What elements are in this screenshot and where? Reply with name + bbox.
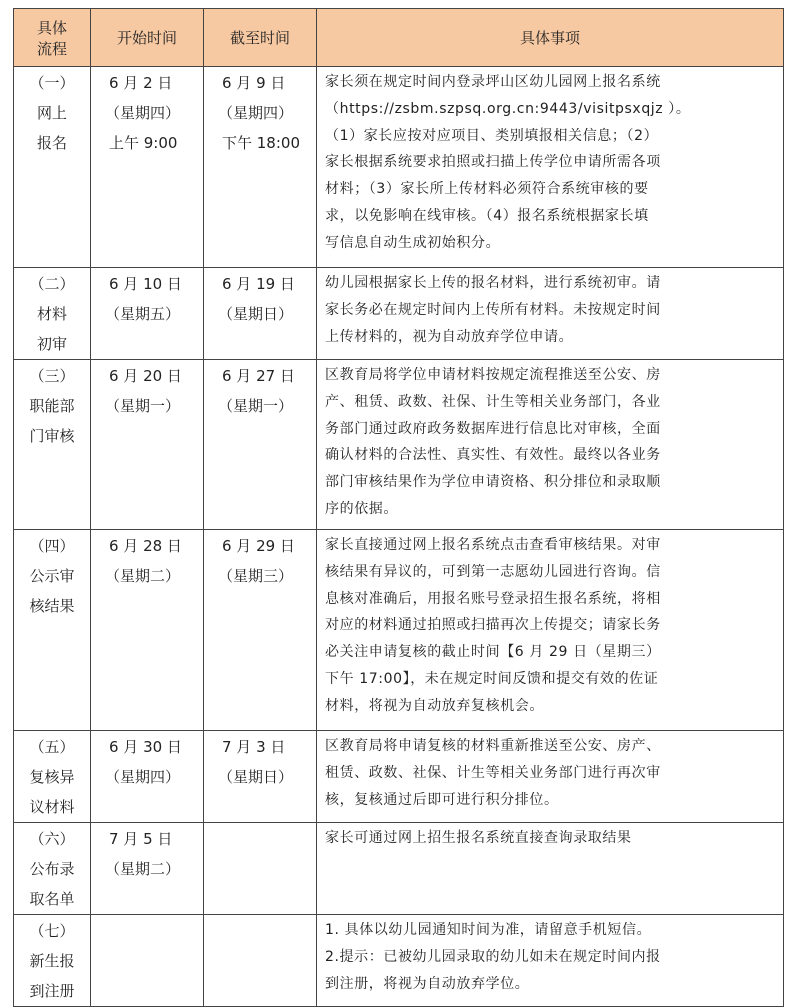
start-time-cell-line: 6 月 20 日 [109,367,182,385]
details-cell-line: 区教育局将申请复核的材料重新推送至公安、房产、 [325,738,661,754]
start-time-cell [91,268,204,360]
end-time-cell-line: 7 月 3 日 [222,738,286,756]
end-time-cell [204,823,317,915]
details-cell-line: 区教育局将学位申请材料按规定流程推送至公安、房 [325,367,661,383]
details-cell-line: 家长务必在规定时间内上传所有材料。未按规定时间 [325,301,661,318]
start-time-cell [91,530,204,731]
table-row [14,530,784,731]
table-row [14,915,784,1007]
start-time-cell-line: 上午 9:00 [109,134,178,152]
table-row [14,268,784,360]
end-time-cell [204,530,317,731]
start-time-cell-line: （星期一） [105,397,181,415]
details-cell-line: 家长根据系统要求拍照或扫描上传学位申请所需各项 [325,154,661,171]
end-time-cell-line: （星期一） [218,397,294,415]
details-cell-line: （https://zsbm.szpsq.org.cn:9443/visitpsxqjz ）。 [325,100,691,117]
stage-cell [14,530,91,731]
details-cell [317,915,784,1007]
start-time-cell-line: （星期二） [105,567,181,585]
details-cell-line: 家长可通过网上招生报名系统直接查询录取结果 [325,830,632,846]
start-time-cell [91,823,204,915]
details-cell [317,530,784,731]
end-time-cell [204,67,317,268]
end-time-cell-line: 6 月 29 日 [222,537,295,555]
end-time-cell-line: 6 月 19 日 [222,275,295,293]
stage-cell [14,915,91,1007]
details-cell-line: 1. 具体以幼儿园通知时间为准，请留意手机短信。 [325,922,652,938]
stage-cell-line: 到注册 [29,982,75,1000]
details-cell-line: 产、租赁、政数、社保、计生等相关业务部门，各业 [325,393,661,410]
stage-cell-line: 网上 [36,104,67,122]
details-cell-line: 必关注申请复核的截止时间【6 月 29 日（星期三） [325,644,661,661]
end-time-cell-line: （星期四） [218,104,294,122]
details-cell [317,268,784,360]
end-time-cell [204,268,317,360]
start-time-cell [91,731,204,823]
start-time-cell-line: 6 月 2 日 [109,74,173,92]
details-cell-line: 家长须在规定时间内登录坪山区幼儿园网上报名系统 [325,74,661,90]
start-time-cell-line: 6 月 28 日 [109,537,182,555]
details-cell-line: 2.提示：已被幼儿园录取的幼儿如未在规定时间内报 [325,948,661,965]
details-cell [317,731,784,823]
details-cell-line: 务部门通过政府政务数据库进行信息比对审核，全面 [325,420,661,437]
details-cell-line: 核，复核通过后即可进行积分排位。 [325,791,559,808]
stage-cell-line: （六） [29,830,75,848]
stage-cell-line: （二） [29,275,75,293]
header-stage: 具体 流程 [14,9,91,67]
stage-cell-line: 议材料 [29,798,75,816]
table-row [14,360,784,530]
start-time-cell-line: （星期二） [105,860,181,878]
stage-cell-line: （四） [29,537,75,555]
start-time-cell [91,915,204,1007]
details-cell-line: 幼儿园根据家长上传的报名材料，进行系统初审。请 [325,275,661,291]
stage-cell-line: （一） [29,74,75,92]
details-cell-line: 租赁、政数、社保、计生等相关业务部门进行再次审 [325,764,661,781]
stage-cell [14,360,91,530]
details-cell-line: 写信息自动生成初始积分。 [325,234,501,251]
stage-cell-line: 公示审 [29,567,75,585]
stage-cell-line: 职能部 [29,397,75,415]
details-cell-line: 对应的材料通过拍照或扫描再次上传提交；请家长务 [325,617,661,634]
details-cell-line: 上传材料的，视为自动放弃学位申请。 [325,328,574,345]
stage-cell-line: 门审核 [29,427,75,445]
details-cell-line: 材料，将视为自动放弃复核机会。 [325,697,544,714]
details-cell-line: 下午 17:00】，未在规定时间反馈和提交有效的佐证 [325,670,659,687]
stage-cell [14,268,91,360]
header-details: 具体事项 [317,9,784,67]
table-header-row [14,9,784,67]
enrollment-schedule-table [13,8,784,1007]
end-time-cell-line: （星期日） [218,768,294,786]
details-cell [317,823,784,915]
start-time-cell [91,67,204,268]
start-time-cell-line: 6 月 10 日 [109,275,182,293]
stage-cell-line: 报名 [36,134,67,152]
end-time-cell-line: 6 月 9 日 [222,74,286,92]
start-time-cell-line: 7 月 5 日 [109,830,173,848]
stage-cell-line: 复核异 [29,768,75,786]
end-time-cell [204,731,317,823]
stage-cell-line: （三） [29,367,75,385]
end-time-cell [204,915,317,1007]
details-cell-line: 息核对准确后，用报名账号登录招生报名系统，将相 [325,590,661,607]
end-time-cell-line: 6 月 27 日 [222,367,295,385]
details-cell-line: 家长直接通过网上报名系统点击查看审核结果。对审 [325,537,661,553]
stage-cell-line: 公布录 [29,860,75,878]
details-cell-line: 核结果有异议的，可到第一志愿幼儿园进行咨询。信 [325,563,661,580]
stage-cell [14,823,91,915]
header-start-time: 开始时间 [91,9,204,67]
end-time-cell-line: （星期日） [218,305,294,323]
start-time-cell-line: （星期四） [105,768,181,786]
table-row [14,67,784,268]
table-row [14,823,784,915]
stage-cell-line: 核结果 [29,597,75,615]
details-cell [317,360,784,530]
details-cell-line: 求，以免影响在线审核。（4）报名系统根据家长填 [325,207,649,224]
header-end-time: 截至时间 [204,9,317,67]
stage-cell [14,731,91,823]
stage-cell-line: 材料 [36,305,67,323]
details-cell-line: 确认材料的合法性、真实性、有效性。最终以各业务 [325,447,661,464]
details-cell-line: （1）家长应按对应项目、类别填报相关信息；（2） [325,127,659,144]
end-time-cell-line: （星期三） [218,567,294,585]
start-time-cell-line: 6 月 30 日 [109,738,182,756]
table-row [14,731,784,823]
start-time-cell-line: （星期五） [105,305,181,323]
stage-cell-line: 新生报 [29,952,75,970]
details-cell-line: 材料；（3）家长所上传材料必须符合系统审核的要 [325,181,649,198]
start-time-cell [91,360,204,530]
stage-cell-line: 初审 [36,335,67,353]
end-time-cell-line: 下午 18:00 [222,134,300,152]
stage-cell-line: （七） [29,922,75,940]
stage-cell-line: 取名单 [29,890,75,908]
stage-cell-line: （五） [29,738,75,756]
details-cell [317,67,784,268]
details-cell-line: 序的依据。 [325,500,398,517]
details-cell-line: 部门审核结果作为学位申请资格、积分排位和录取顺 [325,474,661,491]
start-time-cell-line: （星期四） [105,104,181,122]
details-cell-line: 到注册，将视为自动放弃学位。 [325,975,530,992]
end-time-cell [204,360,317,530]
stage-cell [14,67,91,268]
